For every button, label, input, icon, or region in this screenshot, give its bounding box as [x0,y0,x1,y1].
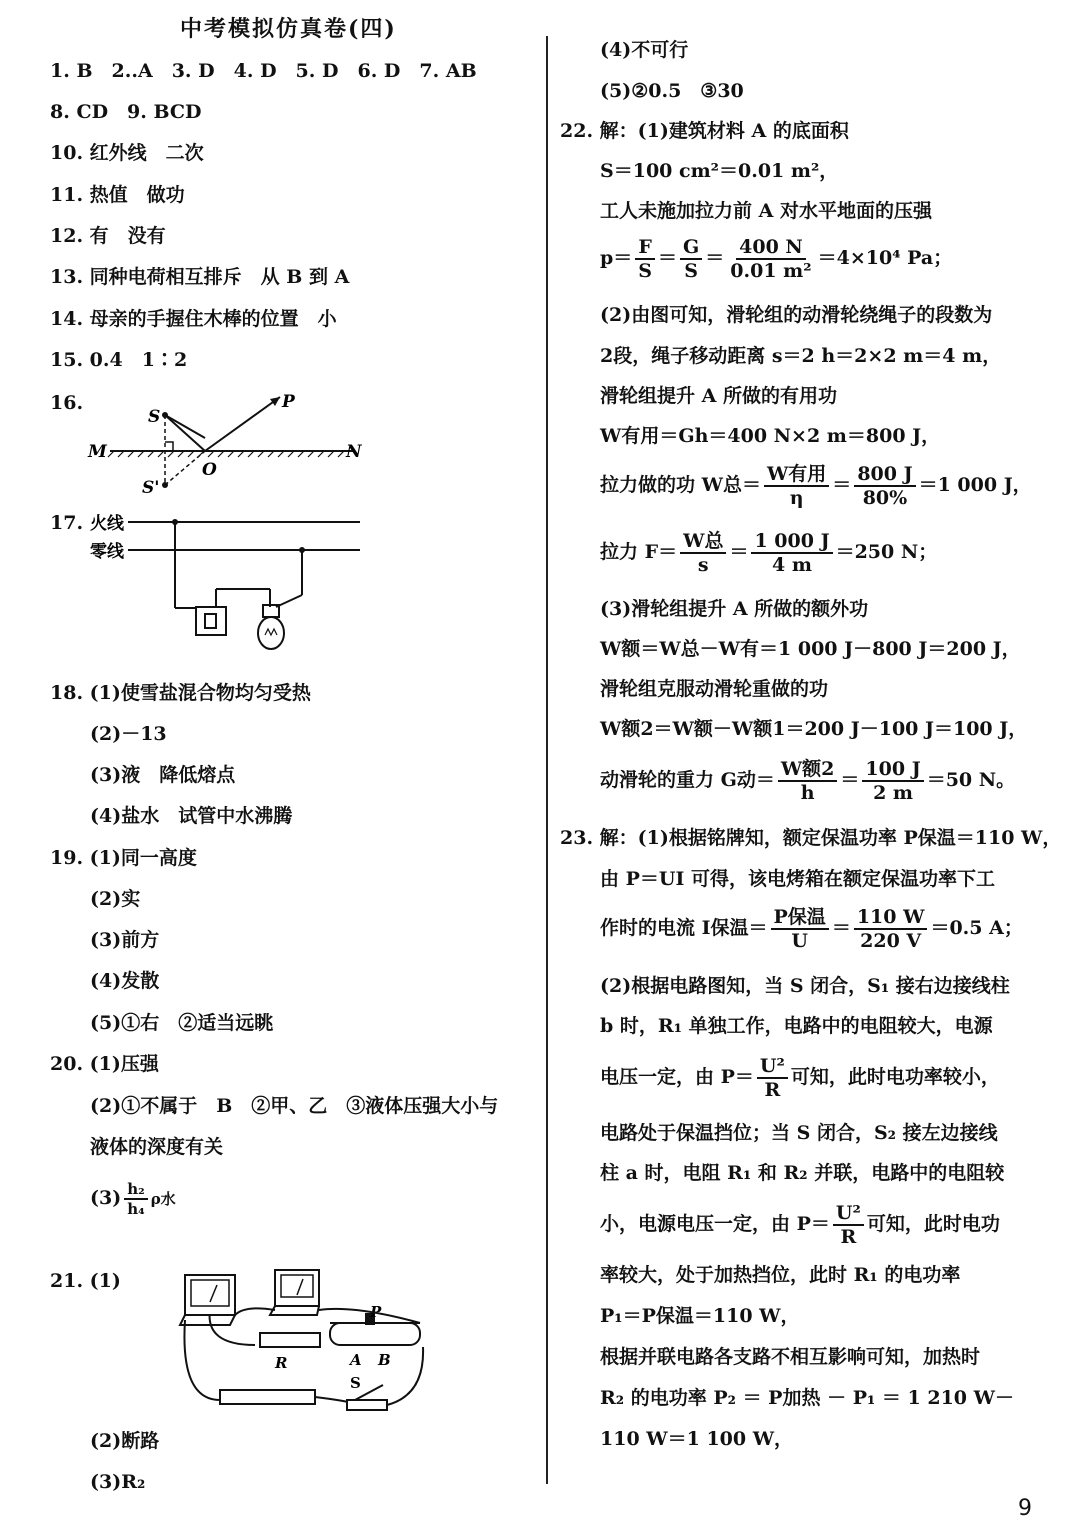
label-R: R [275,1354,288,1372]
circuit-apparatus-figure [125,1265,445,1425]
mirror-reflection-figure [80,385,400,500]
answer-q21-4: (4)不可行 [600,39,689,61]
answer-q19-5: (5)①右 ②适当远眺 [90,1012,274,1034]
q23-line-1: 23. 解：(1)根据铭牌知，额定保温功率 P保温＝110 W， [560,827,1062,849]
answer-q18-3: (3)液 降低熔点 [90,764,236,786]
q23-line-5: b 时，R₁ 单独工作，电路中的电阻较大，电源 [600,1015,993,1037]
answer-q20-2: (2)①不属于 B ②甲、乙 ③液体压强大小与 [90,1095,499,1117]
q23-line-8: 柱 a 时，电阻 R₁ 和 R₂ 并联，电路中的电阻较 [600,1162,1005,1184]
answer-q19-2: (2)实 [90,888,141,910]
label-S-switch: S [350,1374,361,1392]
answer-q14: 14. 母亲的手握住木棒的位置 小 [50,308,337,330]
answer-q19-3: (3)前方 [90,929,160,951]
label-S: S [148,407,161,427]
q22-line-2: S＝100 cm²＝0.01 m²， [600,160,839,182]
answer-q1-7: 1. B 2..A 3. D 4. D 5. D 6. D 7. AB [50,60,477,82]
q23-line-11: P₁＝P保温＝110 W， [600,1305,800,1327]
answer-q17-label: 17. [50,512,84,534]
q22-line-13: 滑轮组克服动滑轮重做的功 [600,678,829,700]
answer-q21-1: 21. (1) [50,1270,121,1292]
q23-line-14: 110 W＝1 100 W， [600,1428,794,1450]
label-O: O [202,460,217,480]
q23-line-10: 率较大，处于加热挡位，此时 R₁ 的电功率 [600,1264,961,1286]
q23-line-7: 电路处于保温挡位；当 S 闭合，S₂ 接左边接线 [600,1122,998,1144]
label-M: M [88,442,107,462]
answer-q15: 15. 0.4 1∶2 [50,349,188,371]
q22-line-14: W额2＝W额－W额1＝200 J－100 J＝100 J， [600,718,1028,740]
answer-q21-3: (3)R₂ [90,1471,146,1493]
answer-q21-5: (5)②0.5 ③30 [600,80,744,102]
answer-q18-4: (4)盐水 试管中水沸腾 [90,805,293,827]
q22-pressure-formula: p＝ $\frac{F}{S}$ ＝ $\frac{G}{S}$ ＝ $\frac{400 N}{\text{0.01 m²}}$ ＝4×10⁴ Pa； [600,236,953,282]
label-P-slider: P [370,1303,382,1321]
q22-total-work-formula: 拉力做的功 W总＝ $\frac{\text{W有用}}{\eta}$ ＝ $\frac{800 J}{80\%}$ ＝1 000 J， [600,463,1032,509]
answer-q20-1: 20. (1)压强 [50,1053,159,1075]
answer-q10: 10. 红外线 二次 [50,142,204,164]
answer-q11: 11. 热值 做功 [50,184,185,206]
page-title: 中考模拟仿真卷(四) [180,16,397,42]
answer-q18-1: 18. (1)使雪盐混合物均匀受热 [50,682,311,704]
q23-line-2: 由 P＝UI 可得，该电烤箱在额定保温功率下工 [600,868,995,890]
label-P: P [282,392,295,412]
page-number: 9 [1018,1496,1032,1521]
label-N: N [346,442,362,462]
answer-q16-label: 16. [50,392,84,414]
household-circuit-figure [80,505,370,670]
answer-q20-4: (3) $\frac{\text{h₂}}{\text{h₄}}$ ρ水 [90,1180,176,1218]
q22-line-6: 2段，绳子移动距离 s＝2 h＝2×2 m＝4 m， [600,345,1002,367]
answer-q8-9: 8. CD 9. BCD [50,101,202,123]
q23-line-4: (2)根据电路图知，当 S 闭合，S₁ 接右边接线柱 [600,975,1010,997]
q23-line-12: 根据并联电路各支路不相互影响可知，加热时 [600,1346,981,1368]
answer-q18-2: (2)－13 [90,723,167,745]
label-B: B [378,1351,391,1369]
q22-line-8: W有用＝Gh＝400 N×2 m＝800 J， [600,425,941,447]
neutral-wire-label: 零线 [90,542,124,562]
q22-force-formula: 拉力 F＝ $\frac{\text{W总}}{s}$ ＝ $\frac{1 000 J}{4 m}$ ＝250 N； [600,530,938,576]
q22-line-7: 滑轮组提升 A 所做的有用功 [600,385,837,407]
q22-weight-formula: 动滑轮的重力 G动＝ $\frac{\text{W额2}}{h}$ ＝ $\frac{100 J}{2 m}$ ＝50 N。 [600,758,1016,804]
column-divider [546,36,548,1484]
answer-q19-4: (4)发散 [90,970,160,992]
answer-q20-3: 液体的深度有关 [90,1136,224,1158]
live-wire-label: 火线 [90,514,124,534]
answer-q19-1: 19. (1)同一高度 [50,847,197,869]
q22-line-12: W额＝W总－W有＝1 000 J－800 J＝200 J， [600,638,1021,660]
answer-q21-2: (2)断路 [90,1430,160,1452]
q23-power-formula-2: 小，电源电压一定，由 P＝ $\frac{\text{U²}}{R}$ 可知，此时电功 [600,1202,1000,1248]
label-S-prime: S' [142,478,160,498]
q22-line-5: (2)由图可知，滑轮组的动滑轮绕绳子的段数为 [600,304,993,326]
q22-line-1: 22. 解：(1)建筑材料 A 的底面积 [560,120,849,142]
answer-q13: 13. 同种电荷相互排斥 从 B 到 A [50,266,350,288]
q22-line-3: 工人未施加拉力前 A 对水平地面的压强 [600,200,932,222]
q23-line-13: R₂ 的电功率 P₂ ＝ P加热 － P₁ ＝ 1 210 W－ [600,1387,1014,1409]
answer-q12: 12. 有 没有 [50,225,166,247]
q23-current-formula: 作时的电流 I保温＝ $\frac{\text{P保温}}{U}$ ＝ $\frac{110 W}{220 V}$ ＝0.5 A； [600,906,1023,952]
q22-line-11: (3)滑轮组提升 A 所做的额外功 [600,598,869,620]
label-A: A [350,1351,362,1369]
q23-power-formula-1: 电压一定，由 P＝ $\frac{\text{U²}}{R}$ 可知，此时电功率较小， [600,1055,1000,1101]
